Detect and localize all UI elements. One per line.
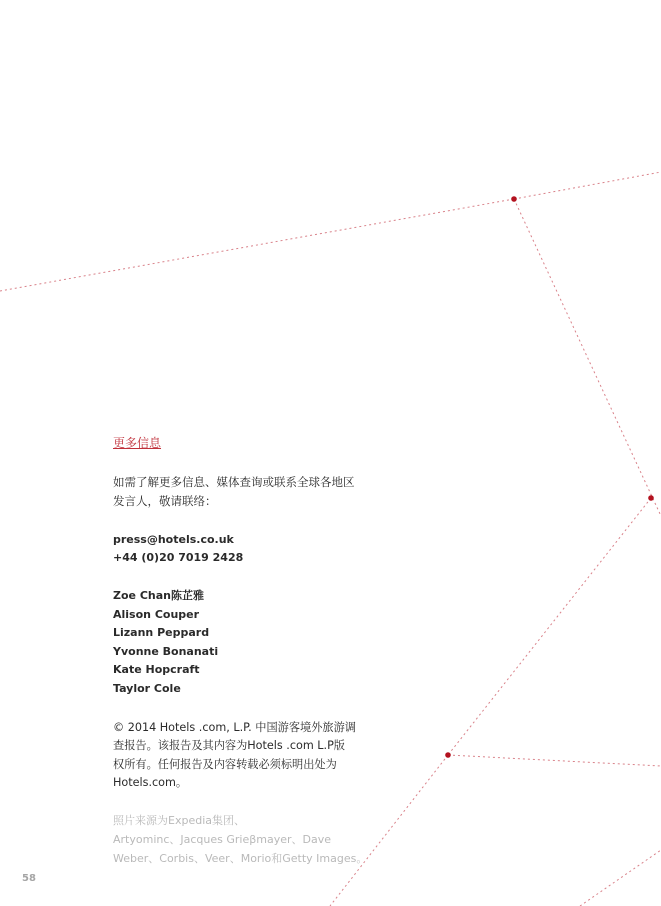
copyright-line: Hotels.com。 <box>113 776 188 790</box>
dotted-line <box>514 199 661 516</box>
spokesperson-name: Taylor Cole <box>113 681 181 695</box>
dotted-line <box>448 498 651 755</box>
dotted-line <box>514 172 661 199</box>
copyright-notice <box>113 719 373 793</box>
phone-number: +44 (0)20 7019 2428 <box>113 551 244 564</box>
photo-credits <box>113 811 373 868</box>
spokesperson-name: Alison Couper <box>113 607 200 621</box>
copyright-line: 权所有。任何报告及内容转载必须标明出处为 <box>113 757 337 771</box>
dotted-line <box>580 850 661 906</box>
intro-paragraph <box>113 473 373 511</box>
node-dot <box>648 495 654 501</box>
copyright-line: 查报告。该报告及其内容为Hotels .com L.P版 <box>113 739 345 753</box>
credits-line: Artyominc、Jacques Grieβmayer、Dave <box>113 832 332 846</box>
node-dot <box>445 752 451 758</box>
dotted-line <box>448 755 661 766</box>
credits-line: 照片来源为Expedia集团、 <box>113 813 245 827</box>
intro-line: 如需了解更多信息、媒体查询或联系全球各地区 <box>113 475 355 489</box>
spokesperson-name: Lizann Peppard <box>113 626 210 640</box>
spokesperson-name: Zoe Chan陈芷雅 <box>113 589 204 602</box>
page-number: 58 <box>22 873 36 884</box>
node-dot <box>511 196 517 202</box>
email-link[interactable]: press@hotels.co.uk <box>113 533 234 546</box>
dotted-line <box>0 199 514 291</box>
intro-line: 发言人，敬请联络： <box>113 494 217 508</box>
spokesperson-name: Kate Hopcraft <box>113 663 200 677</box>
copyright-line: © 2014 Hotels .com, L.P. 中国游客境外旅游调 <box>113 720 356 734</box>
spokesperson-name: Yvonne Bonanati <box>113 644 219 658</box>
more-info-heading[interactable]: 更多信息 <box>113 436 162 450</box>
credits-line: Weber、Corbis、Veer、Morio和Getty Images。 <box>113 851 368 865</box>
contact-details <box>113 531 373 567</box>
text-column <box>113 434 373 868</box>
spokesperson-list <box>113 587 373 699</box>
